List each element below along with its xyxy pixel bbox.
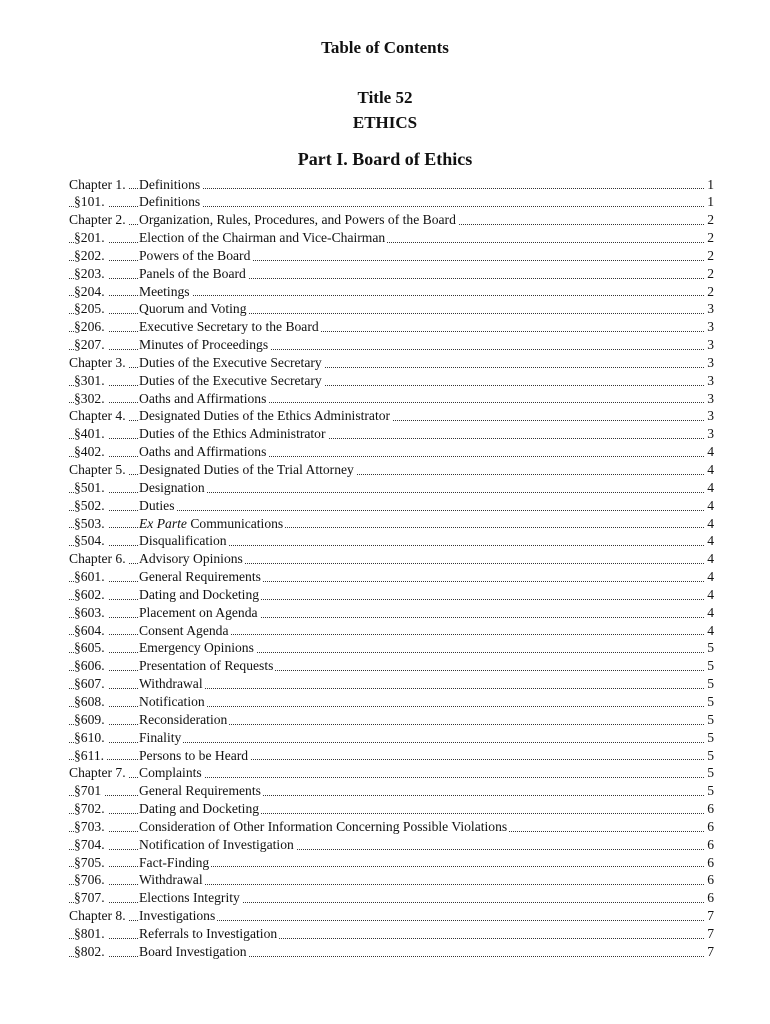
entry-label-text: Notification of Investigation [139, 836, 294, 852]
entry-number: §706. [74, 871, 108, 889]
entry-number: §206. [74, 318, 108, 336]
toc-section-entry[interactable] [69, 247, 714, 265]
entry-page-number: 1 [707, 194, 714, 210]
entry-label-text: Oaths and Affirmations [139, 390, 267, 406]
entry-number: §605. [74, 639, 108, 657]
entry-label [139, 764, 204, 782]
entry-label [139, 247, 252, 265]
entry-page-number: 3 [707, 301, 714, 317]
entry-label [139, 283, 192, 301]
entry-number: Chapter 2. [69, 211, 129, 229]
entry-label-text: Definitions [139, 194, 201, 210]
toc-section-entry[interactable] [69, 657, 714, 675]
entry-label [139, 907, 217, 925]
entry-page-number: 4 [707, 533, 714, 549]
entry-label [139, 354, 324, 372]
entry-page-number: 5 [707, 729, 714, 745]
entry-label [139, 300, 249, 318]
toc-section-entry[interactable] [69, 229, 714, 247]
entry-number: §207. [74, 336, 108, 354]
entry-label-text: Withdrawal [139, 872, 203, 888]
toc-section-entry[interactable] [69, 782, 714, 800]
entry-page-number: 2 [707, 212, 714, 228]
toc-list [69, 176, 714, 961]
entry-label [139, 336, 270, 354]
toc-section-entry[interactable] [69, 747, 714, 765]
entry-label [139, 729, 183, 747]
entry-page-number: 3 [707, 408, 714, 424]
entry-label-text: Complaints [139, 765, 202, 781]
entry-number: §609. [74, 711, 108, 729]
entry-page-number: 4 [707, 462, 714, 477]
entry-label-text: Duties [139, 497, 175, 513]
toc-section-entry[interactable] [69, 622, 714, 640]
entry-label-text: Notification [139, 693, 205, 709]
entry-label [139, 836, 296, 854]
entry-page-number: 3 [707, 337, 714, 353]
toc-section-entry[interactable] [69, 515, 714, 533]
entry-number: §601. [74, 568, 108, 586]
entry-number: §610. [74, 729, 108, 747]
entry-label [139, 586, 261, 604]
entry-label [139, 871, 205, 889]
entry-label [139, 229, 387, 247]
toc-section-entry[interactable] [69, 711, 714, 729]
entry-label [139, 854, 211, 872]
entry-page-number: 4 [707, 479, 714, 495]
toc-section-entry[interactable] [69, 300, 714, 318]
entry-page-number: 3 [707, 390, 714, 406]
entry-number: Chapter 4. [69, 407, 129, 425]
entry-label [139, 372, 324, 390]
toc-section-entry[interactable] [69, 729, 714, 747]
entry-label [139, 497, 177, 515]
entry-number: §705. [74, 854, 108, 872]
entry-label-text: Placement on Agenda [139, 604, 258, 620]
entry-page-number: 5 [707, 711, 714, 727]
entry-label [139, 675, 205, 693]
toc-section-entry[interactable] [69, 693, 714, 711]
entry-number: §502. [74, 497, 108, 515]
entry-page-number: 4 [707, 551, 714, 567]
title-number: Title 52 [357, 88, 413, 107]
entry-label-text: Board Investigation [139, 943, 247, 959]
entry-page-number: 3 [707, 426, 714, 442]
toc-chapter-entry[interactable] [69, 461, 714, 479]
entry-label-text: Minutes of Proceedings [139, 337, 269, 353]
entry-page-number: 6 [707, 854, 714, 870]
toc-section-entry[interactable] [69, 675, 714, 693]
toc-section-entry[interactable] [69, 532, 714, 550]
entry-page-number: 6 [707, 872, 714, 888]
entry-label-text: Organization, Rules, Procedures, and Powers of the Board [139, 212, 456, 228]
entry-number: §703. [74, 818, 108, 836]
entry-number: §101. [74, 193, 108, 211]
toc-section-entry[interactable] [69, 425, 714, 443]
entry-number: §607. [74, 675, 108, 693]
entry-label [139, 747, 250, 765]
entry-number: §402. [74, 443, 108, 461]
toc-section-entry[interactable] [69, 443, 714, 461]
entry-number: §606. [74, 657, 108, 675]
entry-label [139, 568, 263, 586]
entry-page-number: 5 [707, 765, 714, 781]
entry-page-number: 4 [707, 586, 714, 602]
entry-label-text: Duties of the Executive Secretary [139, 372, 322, 388]
entry-label [139, 639, 256, 657]
toc-section-entry[interactable] [69, 336, 714, 354]
entry-label-text: Panels of the Board [139, 265, 246, 281]
entry-page-number: 1 [707, 176, 714, 192]
toc-section-entry[interactable] [69, 836, 714, 854]
entry-label-text: Advisory Opinions [139, 551, 243, 567]
entry-label-text: Consent Agenda [139, 622, 229, 638]
part-title: Part I. Board of Ethics [297, 149, 473, 169]
entry-page-number: 7 [707, 908, 714, 924]
toc-section-entry[interactable] [69, 193, 714, 211]
entry-label [139, 479, 207, 497]
entry-number: §602. [74, 586, 108, 604]
entry-number: Chapter 3. [69, 354, 129, 372]
entry-page-number: 4 [707, 515, 714, 531]
entry-page-number: 2 [707, 230, 714, 246]
entry-page-number: 3 [707, 319, 714, 335]
entry-page-number: 6 [707, 801, 714, 817]
entry-number: §604. [74, 622, 108, 640]
entry-label-text: Disqualification [139, 533, 227, 549]
entry-number: §204. [74, 283, 108, 301]
entry-label [139, 604, 260, 622]
toc-section-entry[interactable] [69, 800, 714, 818]
entry-number: §701 [74, 782, 104, 800]
entry-label [139, 515, 285, 533]
entry-label [139, 657, 275, 675]
entry-label [139, 193, 202, 211]
entry-page-number: 4 [707, 497, 714, 513]
entry-label [139, 461, 356, 479]
entry-number: §702. [74, 800, 108, 818]
entry-number: §302. [74, 390, 108, 408]
entry-label [139, 889, 242, 907]
entry-number: §301. [74, 372, 108, 390]
entry-page-number: 2 [707, 283, 714, 299]
toc-chapter-entry[interactable] [69, 907, 714, 925]
toc-section-entry[interactable] [69, 265, 714, 283]
entry-label [139, 443, 268, 461]
entry-label [139, 711, 229, 729]
toc-section-entry[interactable] [69, 854, 714, 872]
toc-chapter-entry[interactable] [69, 764, 714, 782]
toc-section-entry[interactable] [69, 497, 714, 515]
entry-label-text: Designated Duties of the Trial Attorney [139, 462, 354, 477]
entry-label [139, 622, 230, 640]
toc-section-entry[interactable] [69, 390, 714, 408]
entry-page-number: 6 [707, 836, 714, 852]
entry-label [139, 550, 245, 568]
entry-page-number: 5 [707, 783, 714, 799]
toc-section-entry[interactable] [69, 818, 714, 836]
entry-label [139, 800, 261, 818]
entry-label [139, 818, 509, 836]
toc-section-entry[interactable] [69, 372, 714, 390]
entry-label-text: Oaths and Affirmations [139, 444, 267, 460]
entry-label-text: Referrals to Investigation [139, 925, 278, 941]
entry-number: §802. [74, 943, 108, 961]
entry-label [139, 211, 458, 229]
entry-number: §801. [74, 925, 108, 943]
entry-label-text: Dating and Docketing [139, 586, 260, 602]
entry-label-text: Finality [139, 729, 182, 745]
toc-section-entry[interactable] [69, 943, 714, 961]
entry-page-number: 3 [707, 372, 714, 388]
toc-section-entry[interactable] [69, 586, 714, 604]
entry-label-text: Withdrawal [139, 676, 203, 692]
toc-section-entry[interactable] [69, 318, 714, 336]
entry-number: §205. [74, 300, 108, 318]
entry-label-text: Quorum and Voting [139, 301, 247, 317]
entry-number: §611. [74, 747, 107, 765]
toc-section-entry[interactable] [69, 479, 714, 497]
entry-number: §401. [74, 425, 108, 443]
entry-label-text: Designation [139, 479, 205, 495]
entry-label-text: Duties of the Ethics Administrator [139, 426, 326, 442]
entry-page-number: 4 [707, 444, 714, 460]
entry-label-text: Elections Integrity [139, 890, 240, 906]
entry-page-number: 7 [707, 943, 714, 959]
toc-chapter-entry[interactable] [69, 354, 714, 372]
entry-label-text: Reconsideration [139, 711, 228, 727]
toc-title: Table of Contents [321, 38, 449, 57]
entry-page-number: 5 [707, 747, 714, 763]
entry-page-number: 7 [707, 925, 714, 941]
entry-number: §202. [74, 247, 108, 265]
entry-label [139, 390, 268, 408]
entry-number: §501. [74, 479, 108, 497]
entry-number: Chapter 8. [69, 907, 129, 925]
entry-label-text: Presentation of Requests [139, 658, 274, 674]
entry-number: Chapter 7. [69, 764, 129, 782]
entry-page-number: 5 [707, 693, 714, 709]
entry-page-number: 4 [707, 622, 714, 638]
entry-label-text: Communications [186, 515, 284, 531]
entry-label-text: Designated Duties of the Ethics Administrator [139, 408, 391, 424]
entry-label [139, 925, 279, 943]
entry-label [139, 532, 229, 550]
entry-number: §608. [74, 693, 108, 711]
title-name: ETHICS [352, 113, 418, 132]
entry-number: §707. [74, 889, 108, 907]
entry-label [139, 176, 202, 194]
toc-chapter-entry[interactable] [69, 211, 714, 229]
entry-page-number: 3 [707, 354, 714, 370]
entry-label-text: Duties of the Executive Secretary [139, 354, 322, 370]
entry-label-text: General Requirements [139, 783, 261, 799]
entry-label-text: Fact-Finding [139, 854, 210, 870]
entry-label [139, 943, 249, 961]
entry-page-number: 5 [707, 640, 714, 656]
toc-chapter-entry[interactable] [69, 407, 714, 425]
entry-label [139, 318, 321, 336]
entry-number: Chapter 1. [69, 176, 129, 194]
entry-number: §603. [74, 604, 108, 622]
toc-chapter-entry[interactable] [69, 550, 714, 568]
toc-section-entry[interactable] [69, 639, 714, 657]
entry-number: §203. [74, 265, 108, 283]
entry-label-text: Consideration of Other Information Concerning Possible Violations [139, 818, 508, 834]
entry-label-text: Dating and Docketing [139, 801, 260, 817]
entry-number: §503. [74, 515, 108, 533]
entry-label-text: Definitions [139, 176, 201, 192]
entry-number: §704. [74, 836, 108, 854]
toc-chapter-entry[interactable] [69, 176, 714, 194]
entry-label-text: Executive Secretary to the Board [139, 319, 319, 335]
entry-label [139, 265, 248, 283]
entry-label-text: Persons to be Heard [139, 747, 249, 763]
entry-label [139, 693, 207, 711]
entry-number: §201. [74, 229, 108, 247]
entry-label-text: Emergency Opinions [139, 640, 254, 656]
entry-number: Chapter 5. [69, 461, 129, 479]
entry-label [139, 407, 392, 425]
entry-number: §504. [74, 532, 108, 550]
entry-number: Chapter 6. [69, 550, 129, 568]
entry-page-number: 4 [707, 569, 714, 585]
entry-label-text: General Requirements [139, 569, 261, 585]
entry-page-number: 6 [707, 890, 714, 906]
entry-label-text: Investigations [139, 908, 216, 924]
entry-label-text: Powers of the Board [139, 247, 251, 263]
entry-label [139, 782, 263, 800]
entry-page-number: 5 [707, 658, 714, 674]
entry-label [139, 425, 328, 443]
entry-page-number: 2 [707, 247, 714, 263]
toc-section-entry[interactable] [69, 925, 714, 943]
entry-label-italic: Ex Parte [139, 515, 187, 531]
toc-section-entry[interactable] [69, 568, 714, 586]
entry-page-number: 2 [707, 265, 714, 281]
toc-section-entry[interactable] [69, 889, 714, 907]
entry-label-text: Election of the Chairman and Vice-Chairman [139, 230, 386, 246]
toc-section-entry[interactable] [69, 604, 714, 622]
entry-page-number: 5 [707, 676, 714, 692]
entry-page-number: 4 [707, 604, 714, 620]
entry-label-text: Meetings [139, 283, 190, 299]
toc-section-entry[interactable] [69, 283, 714, 301]
entry-page-number: 6 [707, 818, 714, 834]
toc-section-entry[interactable] [69, 871, 714, 889]
